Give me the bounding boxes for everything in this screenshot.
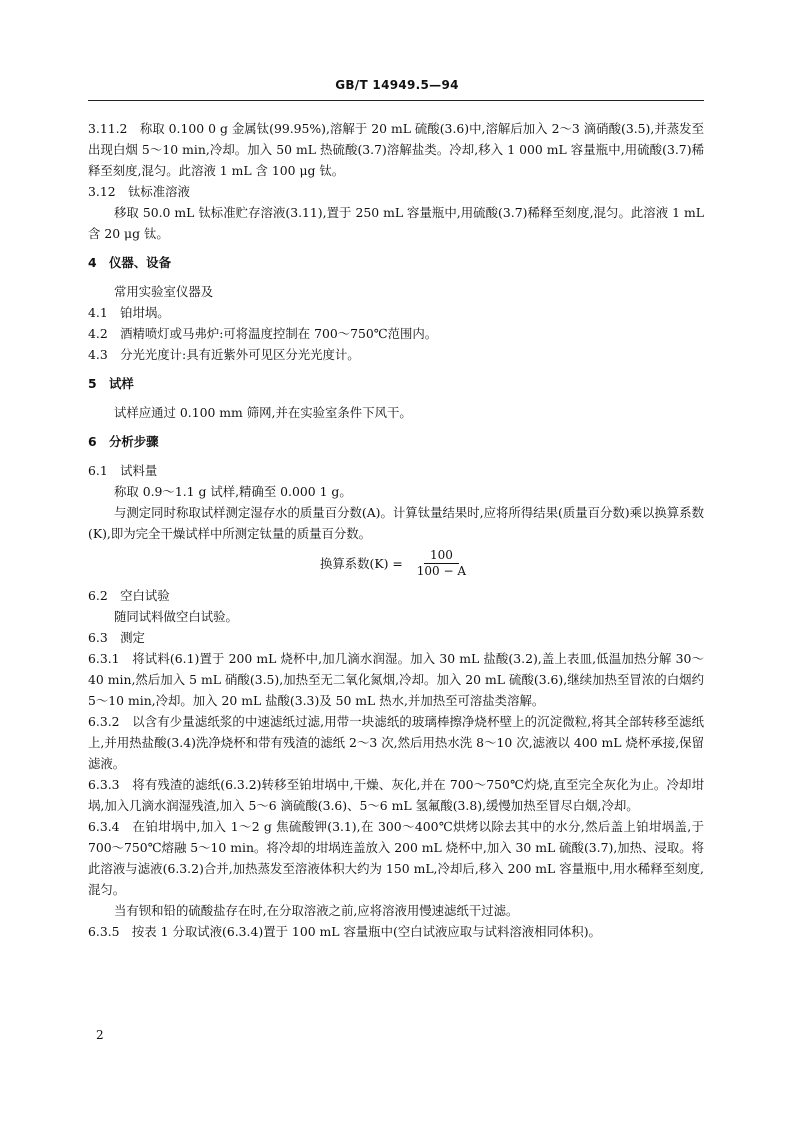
heading-6-1: 6.1 试料量 <box>88 463 158 478</box>
para-6-3-4: 6.3.4 在铂坩埚中,加入 1～2 g 焦硫酸钾(3.1),在 300～400℃烘烤以除去其中的水分,然后盖上铂坩埚盖,于 700～750℃熔融 5～10 min。将冷却的坩埚连盖放入 200 mL 烧杯中,加入 30 mL 硫酸(3.7),加热、浸取。将此溶液与滤液(6.3.2)合并,加热蒸发至溶液体积大约为 150 mL,冷却后,移入 200 mL 容量瓶中,用水稀释至刻度,混匀。 <box>88 819 704 897</box>
para-3-11-2: 3.11.2 称取 0.100 0 g 金属钛(99.95%),溶解于 20 mL 硫酸(3.6)中,溶解后加入 2～3 滴硝酸(3.5),并蒸发至出现白烟 5～10 min,冷却。加入 50 mL 热硫酸(3.7)溶解盐类。冷却,移入 1 000 mL 容量瓶中,用硫酸(3.7)稀释至刻度,混匀。此溶液 1 mL 含 100 μg 钛。 <box>88 121 704 178</box>
para-4-intro: 常用实验室仪器及 <box>114 284 214 299</box>
standard-number-header: GB/T 14949.5—94 <box>335 78 459 92</box>
para-5-body: 试样应通过 0.100 mm 筛网,并在实验室条件下风干。 <box>114 405 412 420</box>
para-6-3-3: 6.3.3 将有残渣的滤纸(6.3.2)转移至铂坩埚中,干燥、灰化,并在 700～750℃灼烧,直至完全灰化为止。冷却坩埚,加入几滴水润湿残渣,加入 5～6 滴硫酸(3.6)、5～6 mL 氢氟酸(3.8),缓慢加热至冒尽白烟,冷却。 <box>88 777 704 813</box>
para-6-3-5: 6.3.5 按表 1 分取试液(6.3.4)置于 100 mL 容量瓶中(空白试液应取与试料溶液相同体积)。 <box>88 924 601 939</box>
section-5-heading: 5 试样 <box>88 376 134 391</box>
para-6-1-weigh: 称取 0.9～1.1 g 试样,精确至 0.000 1 g。 <box>114 484 352 499</box>
item-4-2: 4.2 酒精喷灯或马弗炉:可将温度控制在 700～750℃范围内。 <box>88 326 438 341</box>
para-6-3-4-note: 当有钡和铅的硫酸盐存在时,在分取溶液之前,应将溶液用慢速滤纸干过滤。 <box>114 903 519 918</box>
para-6-3-1: 6.3.1 将试料(6.1)置于 200 mL 烧杯中,加几滴水润湿。加入 30 mL 盐酸(3.2),盖上表皿,低温加热分解 30～40 min,然后加入 5 mL 硝酸(3.5),加热至无二氧化氮烟,冷却。加入 20 mL 硫酸(3.6),继续加热至冒浓的白烟约 5～10 min,冷却。加入 20 mL 盐酸(3.3)及 50 mL 热水,并加热至可溶盐类溶解。 <box>88 651 704 708</box>
item-4-3: 4.3 分光光度计:具有近紫外可见区分光光度计。 <box>88 347 360 362</box>
formula-fraction <box>411 548 472 579</box>
para-6-1-moisture: 与测定同时称取试样测定湿存水的质量百分数(A)。计算钛量结果时,应将所得结果(质量百分数)乘以换算系数(K),即为完全干燥试样中所测定钛量的质量百分数。 <box>88 505 704 541</box>
section-4-heading: 4 仪器、设备 <box>88 255 171 270</box>
heading-6-3: 6.3 测定 <box>88 630 145 645</box>
formula-numerator: 100 <box>424 548 459 564</box>
document-body <box>88 118 704 942</box>
para-6-3-2: 6.3.2 以含有少量滤纸浆的中速滤纸过滤,用带一块滤纸的玻璃棒擦净烧杯壁上的沉淀微粒,将其全部转移至滤纸上,并用热盐酸(3.4)洗净烧杯和带有残渣的滤纸 2～3 次,然后用热水洗 8～10 次,滤液以 400 mL 烧杯承接,保留滤液。 <box>88 714 704 771</box>
heading-3-12: 3.12 钛标准溶液 <box>88 184 190 199</box>
conversion-formula <box>88 548 704 579</box>
header-rule <box>88 100 704 101</box>
para-3-12-body: 移取 50.0 mL 钛标准贮存溶液(3.11),置于 250 mL 容量瓶中,用硫酸(3.7)稀释至刻度,混匀。此溶液 1 mL 含 20 μg 钛。 <box>88 205 704 241</box>
para-6-2-body: 随同试料做空白试验。 <box>114 609 238 624</box>
section-6-heading: 6 分析步骤 <box>88 434 159 449</box>
formula-lhs: 换算系数(K) = <box>319 556 403 571</box>
heading-6-2: 6.2 空白试验 <box>88 588 170 603</box>
page-number: 2 <box>96 1028 104 1042</box>
formula-denominator: 100 − A <box>416 564 467 578</box>
item-4-1: 4.1 铂坩埚。 <box>88 305 170 320</box>
